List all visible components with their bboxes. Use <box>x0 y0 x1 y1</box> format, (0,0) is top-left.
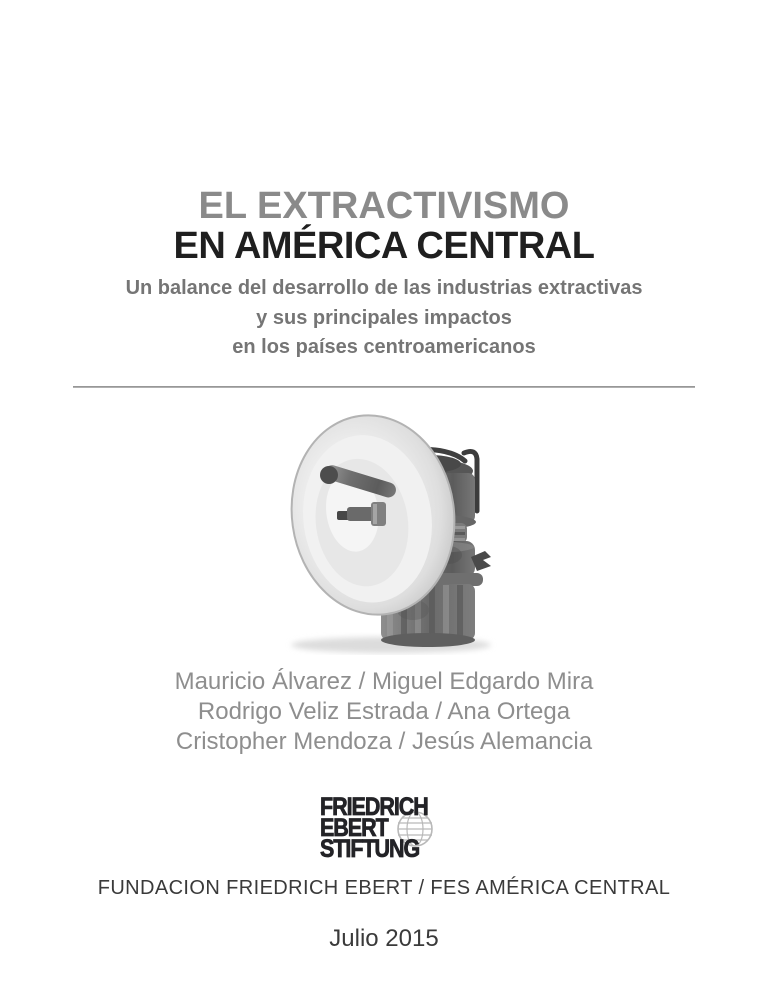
authors-line: Mauricio Álvarez / Miguel Edgardo Mira <box>174 667 594 695</box>
logo-line-ebert: EBERT <box>320 813 388 842</box>
page-title-line2: EN AMÉRICA CENTRAL <box>173 225 595 267</box>
page-subtitle <box>0 274 768 363</box>
subtitle-line: y sus principales impactos <box>256 306 512 329</box>
publication-date: Julio 2015 <box>329 924 439 952</box>
authors-line: Rodrigo Veliz Estrada / Ana Ortega <box>197 697 571 725</box>
cover-photo-miner-lamp <box>0 405 768 655</box>
subtitle-line: Un balance del desarrollo de las industrias extractivas <box>125 277 643 299</box>
page-title-line1: EL EXTRACTIVISMO <box>198 185 570 227</box>
authors-block <box>0 667 768 757</box>
divider-line <box>73 386 695 388</box>
subtitle-line: en los países centroamericanos <box>232 336 536 358</box>
logo-line-friedrich: FRIEDRICH <box>320 792 428 821</box>
miner-lamp-illustration <box>273 405 513 655</box>
fes-logo <box>320 792 448 863</box>
logo-line-stiftung: STIFTUNG <box>320 834 420 863</box>
publisher-line: FUNDACION FRIEDRICH EBERT / FES AMÉRICA CENTRAL <box>97 876 671 899</box>
authors-line: Cristopher Mendoza / Jesús Alemancia <box>175 727 593 755</box>
